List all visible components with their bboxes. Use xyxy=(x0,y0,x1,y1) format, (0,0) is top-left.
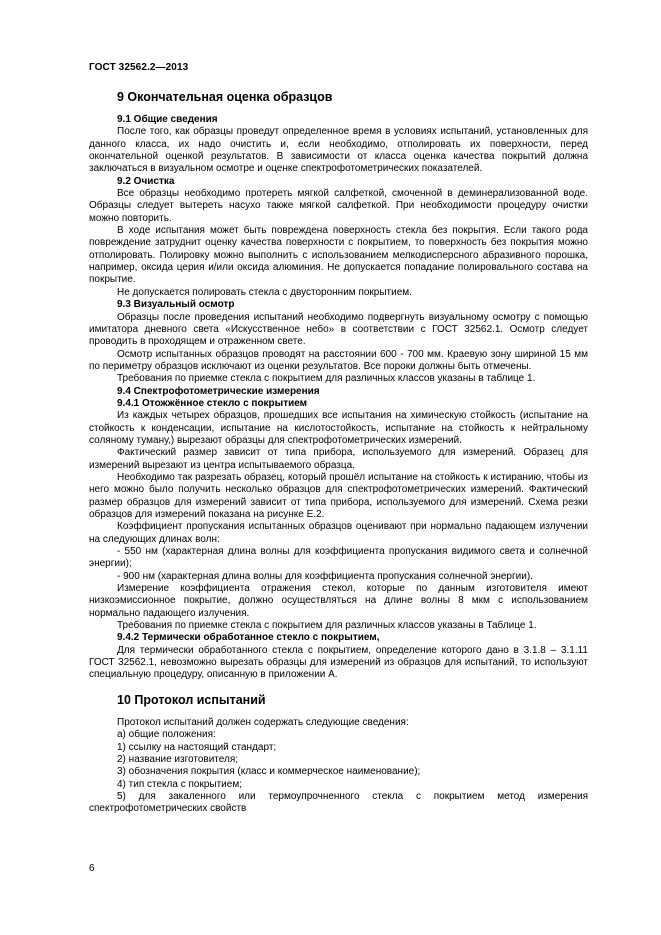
paragraph: Протокол испытаний должен содержать следующие сведения: xyxy=(117,716,409,728)
paragraph: Образцы после проведения испытаний необходимо подвергнуть визуальному осмотру с помощью имитатора дневного света «Искусственное небо» в соответствии с ГОСТ 32562.1. Осмотр следует проводить в проходящем и отраженном свете. xyxy=(89,311,588,348)
subsection-heading: 9.4.2 Термически обработанное стекло с покрытием, xyxy=(117,632,380,644)
document-header: ГОСТ 32562.2—2013 xyxy=(89,62,189,73)
subsection-heading: 9.1 Общие сведения xyxy=(117,114,218,125)
paragraph: Измерение коэффициента отражения стекол, которые по данным изготовителя имеют низкоэмиссионное покрытие, должно осуществляться на длине волны 8 мкм с использованием нормально падающего излучения. xyxy=(89,583,588,619)
paragraph: В ходе испытания может быть повреждена поверхность стекла без покрытия. Если такого рода повреждение затруднит оценку качества поверхности с покрытием, то поверхность без покрытия можно отполировать. Полировку можно выполнить с использованием мелкодисперсного абразивного порошка, например, оксида церия и/или оксида алюминия. Не допускается попадание полировального состава на покрытие. xyxy=(89,225,588,286)
paragraph: Фактический размер зависит от типа прибора, используемого для измерений. Образец для измерений вырезают из центра испытываемого образца. xyxy=(89,447,588,471)
list-item: 3) обозначения покрытия (класс и коммерческое наименование); xyxy=(117,766,421,778)
subsection-heading: 9.2 Очистка xyxy=(117,175,175,187)
paragraph: Не допускается полировать стекла с двусторонним покрытием. xyxy=(117,286,412,298)
subsection-heading: 9.4 Спектрофотометрические измерения xyxy=(117,385,320,397)
paragraph: После того, как образцы проведут определенное время в условиях испытаний, установленных для данного класса, их надо очистить и, если необходимо, отполировать их поверхности, перед окончательной оценкой результатов. В зависимости от класса оценка качества покрытий должна заключаться в визуальном осмотре и оценке спектрофотометрических показателей. xyxy=(89,126,588,175)
paragraph: Для термически обработанного стекла с покрытием, определение которого дано в 3.1.8 – 3.1.11 ГОСТ 32562.1, невозможно вырезать образцы для измерений из образцов для испытаний, то используют специальную процедуру, описанную в приложении А. xyxy=(89,644,588,681)
paragraph: Из каждых четырех образцов, прошедших все испытания на химическую стойкость (испытание на стойкость к конденсации, испытание на кислотостойкость, испытание на стойкость к нейтральному соляному туману,) вырезают образцы для спектрофотометрических измерений. xyxy=(89,410,588,446)
paragraph: Коэффициент пропускания испытанных образцов оценивают при нормально падающем излучении на следующих длинах волн: xyxy=(89,521,588,545)
list-item: 5) для закаленного или термоупрочненного стекла с покрытием метод измерения спектрофотометрических свойств xyxy=(89,790,588,815)
list-item: 4) тип стекла с покрытием; xyxy=(117,778,242,790)
list-item: 2) название изготовителя; xyxy=(117,753,239,765)
paragraph: Необходимо так разрезать образец, который прошёл испытание на стойкость к истиранию, чтобы из него можно было получить несколько образцов для спектрофотометрических измерений. Фактический размер образцов для измерений зависит от типа прибора, используемого для измерений. Схема резки образцов для измерений показана на рисунке Е.2. xyxy=(89,471,588,520)
paragraph: Требования по приемке стекла с покрытием для различных классов указаны в Таблице 1. xyxy=(117,620,537,632)
page-number: 6 xyxy=(89,863,95,874)
list-item: а) общие положения: xyxy=(117,729,216,741)
subsection-heading: 9.3 Визуальный осмотр xyxy=(117,299,235,311)
list-item: - 900 нм (характерная длина волны для коэффициента пропускания солнечной энергии). xyxy=(117,570,533,582)
section-heading: 10 Протокол испытаний xyxy=(117,692,266,707)
subsection-heading: 9.4.1 Отожжённое стекло с покрытием xyxy=(117,397,308,409)
paragraph: Требования по приемке стекла с покрытием для различных классов указаны в таблице 1. xyxy=(117,373,536,385)
section-heading: 9 Окончательная оценка образцов xyxy=(117,90,333,104)
paragraph: Все образцы необходимо протереть мягкой салфеткой, смоченной в деминерализованной воде. Образцы следует вытереть насухо также мягкой салфеткой. При необходимости процедуру очистки можно повторить. xyxy=(89,188,588,224)
list-item: 1) ссылку на настоящий стандарт; xyxy=(117,741,277,753)
list-item: - 550 нм (характерная длина волны для коэффициента пропускания видимого света и солнечной энергии); xyxy=(89,546,588,570)
document-body xyxy=(89,90,588,816)
paragraph: Осмотр испытанных образцов проводят на расстоянии 600 - 700 мм. Краевую зону шириной 15 мм по периметру образцов исключают из оценки результатов. Все пороки должны быть отмечены. xyxy=(89,348,588,372)
